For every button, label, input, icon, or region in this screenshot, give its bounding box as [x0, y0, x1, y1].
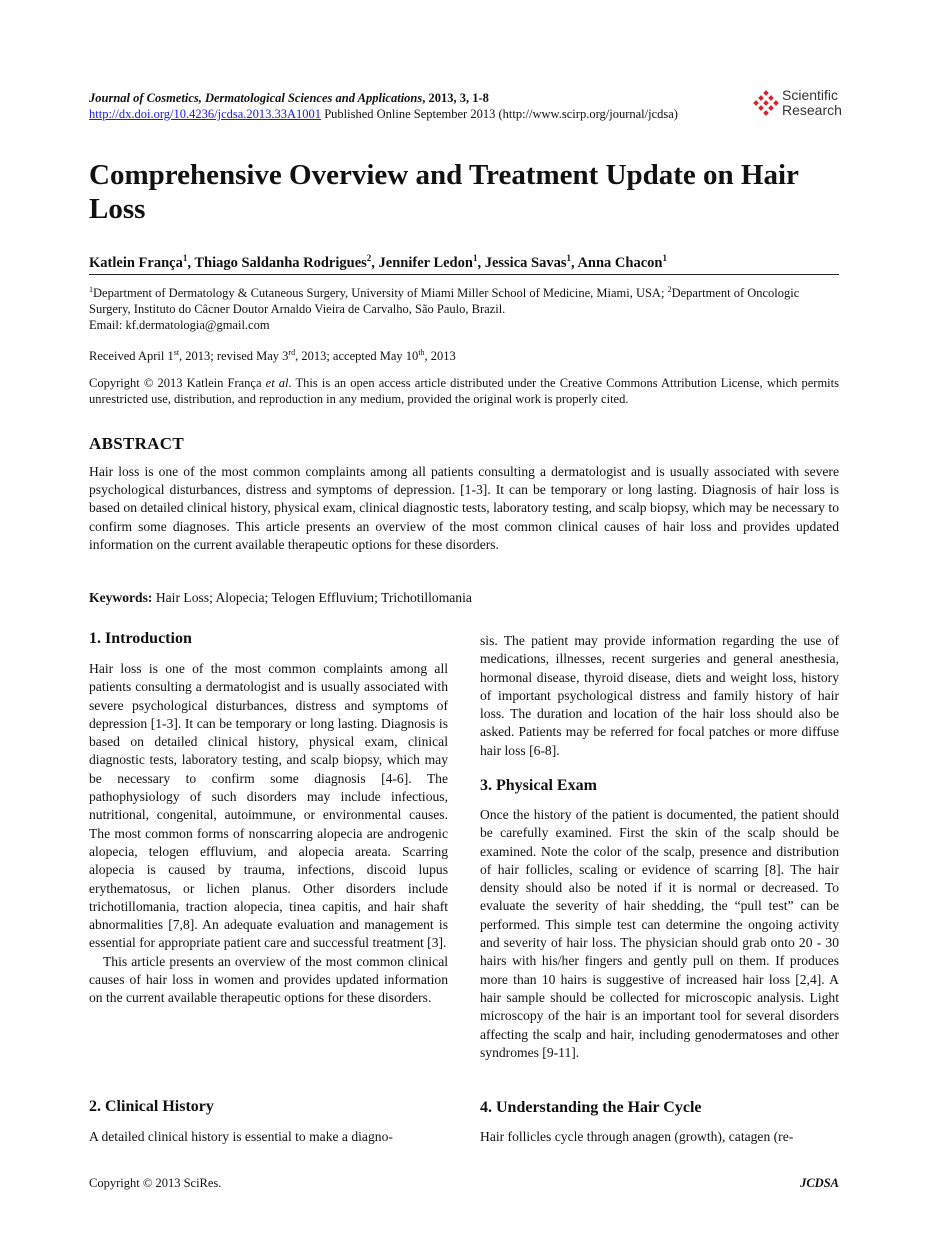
paragraph: Once the history of the patient is documented, the patient should be carefully examined. First the skin of the scalp should be examined. Note the color of the scalp, presence and distribution of hair follicles, scaling or evidence of scarring [8]. The hair density should also be noted if it is normal or decreased. To evaluate the severity of hair shedding, the “pull test” can be performed. This simple test can determine the ongoing activity and severity of hair loss. The physician should grab onto 20 - 30 hairs with his/her fingers and gently pull on them. If produces more than 10 hairs is suggestive of increased hair loss [2,4]. A hair sample should be collected for microscopic analysis. Light microscopy of the hair is an important tool for several disorders affecting the scalp and hair, including genodermatoses and other syndromes [9-11].	[480, 807, 839, 1060]
copyright-etal: et al	[265, 376, 289, 390]
doi-line	[89, 106, 678, 123]
author-divider	[89, 274, 839, 275]
section-heading-clinical-history: 2. Clinical History	[89, 1098, 214, 1115]
paragraph: A detailed clinical history is essential to make a diagno-	[89, 1129, 393, 1144]
author-name: Katlein França	[89, 254, 183, 271]
author-separator: ,	[371, 254, 379, 271]
affiliations	[89, 282, 839, 333]
affiliation-mark: 1	[89, 285, 93, 294]
revised-date: , 2013; revised May 3	[179, 349, 289, 364]
copyright-pre: Copyright © 2013 Katlein França	[89, 376, 266, 390]
affiliation-mark: 2	[667, 285, 672, 294]
affiliation-2: Department of Oncologic Surgery, Instituto do Câcner Doutor Arnaldo Vieira de Carvalho, São Paulo, Brazil.	[89, 286, 800, 317]
author-name: Jennifer Ledon	[378, 254, 473, 271]
author-name: Anna Chacon	[577, 254, 663, 271]
section-heading-hair-cycle: 4. Understanding the Hair Cycle	[480, 1099, 702, 1116]
introduction-body	[89, 660, 448, 1008]
logo-line-2: Research	[782, 102, 842, 118]
received-date: Received April 1	[89, 349, 174, 364]
author-affiliation-mark: 1	[472, 253, 478, 263]
author-affiliation-mark: 1	[566, 253, 571, 263]
doi-link[interactable]: http://dx.doi.org/10.4236/jcdsa.2013.33A1001	[89, 107, 322, 121]
paragraph: sis. The patient may provide information regarding the use of medications, illnesses, recent surgeries and general anesthesia, hormonal disease, thyroid disease, diets and weight loss, history of important psychological distress and family history of hair loss. The duration and location of the hair loss should also be asked. Patients may be referred for focal patches or more diffuse hair loss [6-8].	[480, 633, 839, 758]
author-separator: ,	[570, 254, 578, 271]
scientific-research-logo	[752, 88, 844, 122]
accepted-year: , 2013	[424, 349, 456, 364]
author-affiliation-mark: 1	[662, 253, 667, 263]
author-separator: ,	[187, 254, 195, 271]
clinical-history-continued	[480, 632, 839, 760]
corresponding-email: Email: kf.dermatologia@gmail.com	[89, 318, 270, 333]
paper-title: Comprehensive Overview and Treatment Update on Hair Loss	[89, 159, 799, 225]
author-affiliation-mark: 2	[366, 253, 372, 263]
journal-volume: , 2013, 3, 1-8	[422, 91, 489, 105]
author-name: Jessica Savas	[484, 254, 567, 271]
footer-copyright: Copyright © 2013 SciRes.	[89, 1176, 222, 1190]
author-name: Thiago Saldanha Rodrigues	[194, 254, 367, 271]
hair-cycle-body	[480, 1128, 839, 1146]
section-heading-introduction: 1. Introduction	[89, 630, 192, 647]
abstract-heading: ABSTRACT	[89, 434, 184, 453]
clinical-history-body	[89, 1128, 448, 1146]
affiliation-1: Department of Dermatology & Cutaneous Surgery, University of Miami Miller School of Medicine, Miami, USA;	[93, 286, 668, 301]
logo-line-1: Scientific	[782, 87, 839, 103]
paragraph: This article presents an overview of the most common clinical causes of hair loss in women and provides updated information on the current available therapeutic options for these disorders.	[89, 953, 448, 1006]
ordinal-suffix: th	[418, 348, 425, 357]
ordinal-suffix: st	[173, 348, 180, 357]
accepted-date: , 2013; accepted May 10	[295, 349, 419, 364]
author-separator: ,	[477, 254, 485, 271]
keywords-label: Keywords:	[89, 590, 153, 605]
paragraph: Hair follicles cycle through anagen (growth), catagen (re-	[480, 1129, 794, 1144]
publisher-logo-icon	[752, 90, 780, 118]
ordinal-suffix: rd	[288, 348, 296, 357]
journal-name: Journal of Cosmetics, Dermatological Sciences and Applications	[89, 91, 423, 105]
published-online: Published Online September 2013 (http://www.scirp.org/journal/jcdsa)	[321, 107, 678, 121]
copyright-notice	[89, 375, 839, 407]
abstract-text: Hair loss is one of the most common complaints among all patients consulting a dermatologist and is usually associated with severe psychological disturbances, distress and symptoms of depression. [1-3]. It can be temporary or long lasting. Diagnosis of hair loss is based on detailed clinical history, physical exam, clinical diagnostic tests, laboratory testing, and scalp biopsy, which may be necessary to confirm some diagnoses. This article presents an overview of the most common clinical causes of hair loss and provides updated information on the current available therapeutic options for these disorders.	[89, 464, 839, 552]
physical-exam-body	[480, 806, 839, 1062]
journal-citation	[89, 90, 489, 107]
footer-journal-abbr: JCDSA	[800, 1176, 839, 1190]
received-dates	[89, 345, 456, 364]
author-affiliation-mark: 1	[182, 253, 188, 263]
copyright-license: . This is an open access article distributed under the Creative Commons Attribution License, which permits unrestricted use, distribution, and reproduction in any medium, provided the original work is properly cited.	[89, 376, 839, 406]
paragraph: Hair loss is one of the most common complaints among all patients consulting a dermatologist and is usually associated with severe psychological disturbances, distress and symptoms of depression [1-3]. It can be temporary or long lasting. Diagnosis is based on detailed clinical history, physical exam, clinical diagnostic tests, laboratory testing, and scalp biopsy, which may be necessary to confirm some diagnosis [4-6]. The pathophysiology of such disorders may include infectious, nutritional, congenital, autoimmune, or environmental causes. The most common forms of nonscarring alopecia are androgenic alopecia, telogen effluvium, and alopecia areata. Scarring alopecia is caused by trauma, infections, discoid lupus erythematosus, or lichen planus. Other disorders include trichotillomania, traction alopecia, tinea capitis, and hair shaft abnormalities [7,8]. An adequate evaluation and management is essential for appropriate patient care and successful treatment [3].	[89, 661, 448, 951]
section-heading-physical-exam: 3. Physical Exam	[480, 777, 597, 794]
keywords	[89, 589, 839, 607]
logo-text	[782, 88, 842, 118]
keywords-list: Hair Loss; Alopecia; Telogen Effluvium; Trichotillomania	[152, 590, 472, 605]
author-list	[89, 253, 839, 272]
